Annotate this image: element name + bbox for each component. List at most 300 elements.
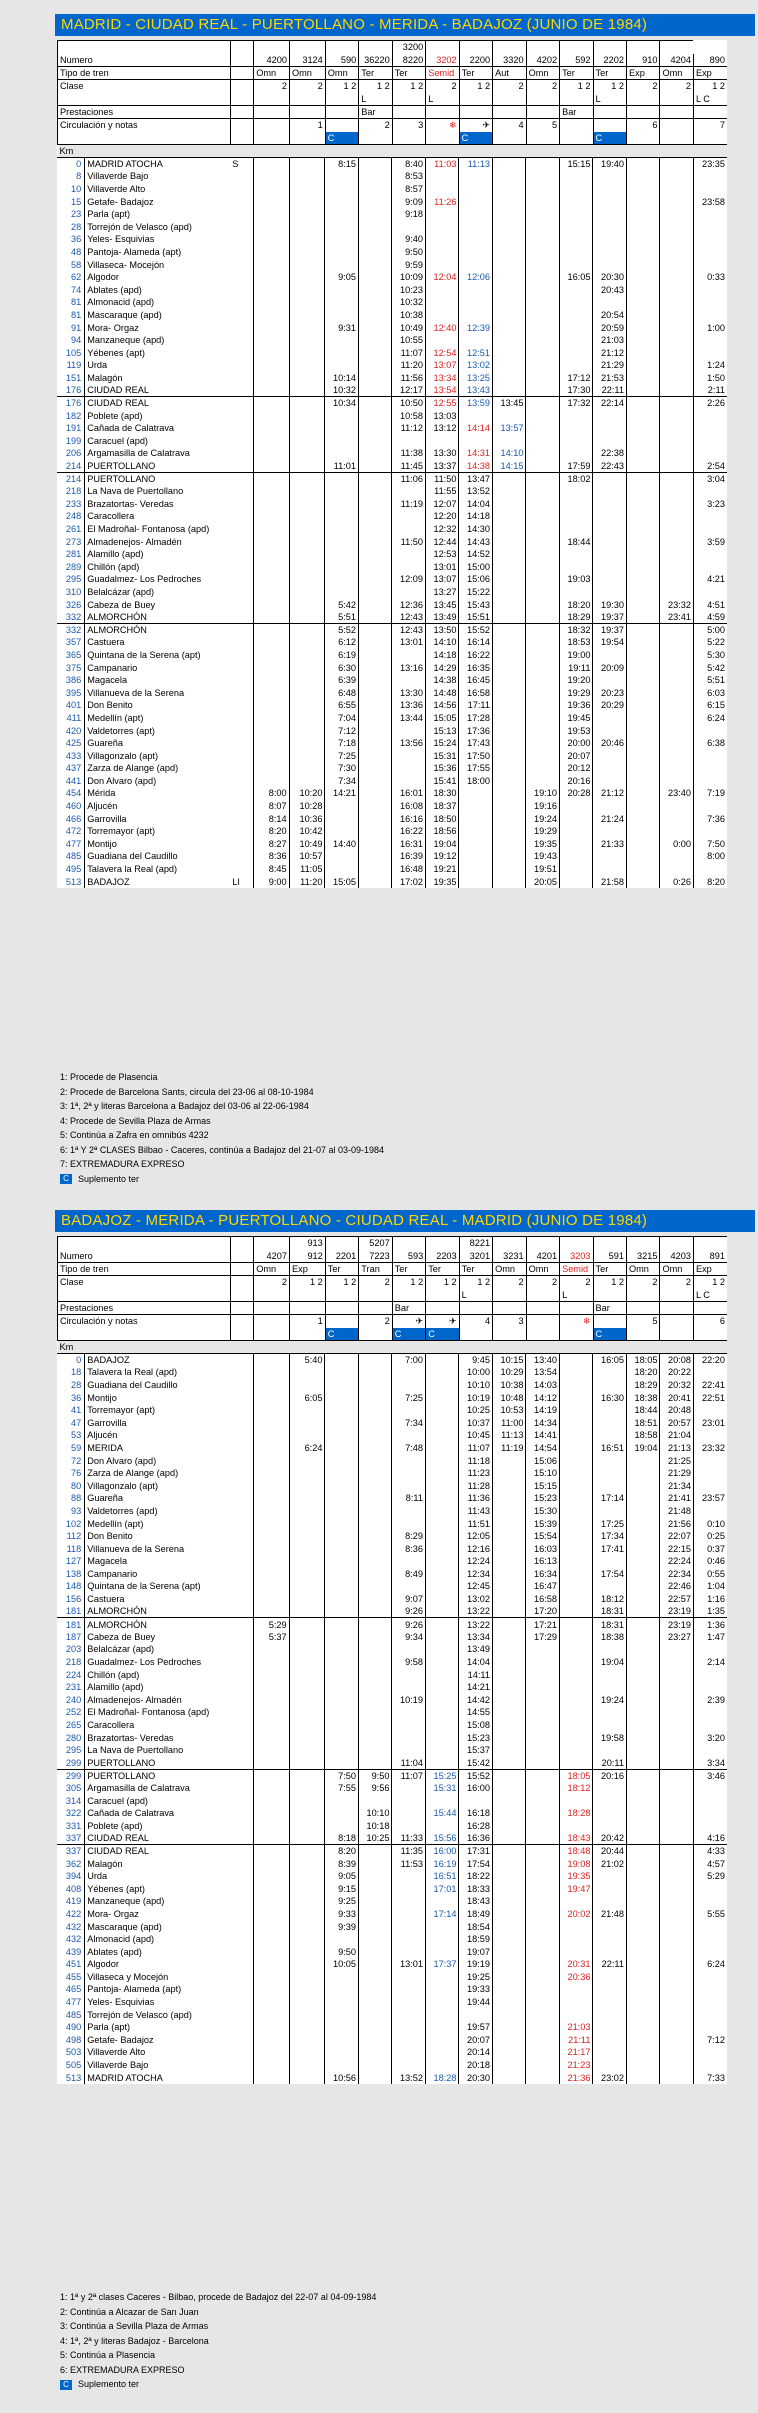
departure-time: 10:09: [392, 271, 426, 284]
departure-time: [325, 1668, 359, 1681]
train-class-extra: [593, 1289, 626, 1302]
legend-label: Suplemento ter: [78, 2379, 140, 2389]
departure-time: 10:48: [492, 1391, 526, 1404]
departure-time: [425, 1416, 459, 1429]
departure-time: [593, 485, 627, 498]
station-note: [230, 1782, 253, 1795]
departure-time: [325, 561, 359, 574]
departure-time: [492, 2059, 526, 2072]
departure-time: [626, 1467, 660, 1480]
table-row: [57, 535, 727, 548]
train-service: [459, 106, 492, 119]
departure-time: [593, 1379, 627, 1392]
station-name: Magacela: [85, 1555, 231, 1568]
departure-time: 11:07: [392, 346, 426, 359]
station-name: Torrejón de Velasco (apd): [85, 220, 231, 233]
station-note: [230, 1391, 253, 1404]
departure-time: [626, 1492, 660, 1505]
departure-time: 11:07: [459, 1442, 493, 1455]
station-name: ALMORCHÓN: [85, 1618, 231, 1631]
departure-time: [392, 2034, 426, 2047]
departure-time: 10:38: [392, 309, 426, 322]
departure-time: [325, 422, 359, 435]
train-type: Ter: [325, 1263, 358, 1276]
departure-time: [693, 1706, 727, 1719]
station-note: [230, 1505, 253, 1518]
station-name: Talavera la Real (apd): [85, 863, 231, 876]
departure-time: [492, 2034, 526, 2047]
departure-time: [526, 435, 560, 448]
departure-time: [253, 1945, 289, 1958]
departure-time: 15:56: [425, 1832, 459, 1845]
circulacion-label: Circulación y notas: [58, 1315, 231, 1328]
departure-time: [693, 170, 727, 183]
departure-time: 8:18: [325, 1832, 359, 1845]
station-note: [230, 1668, 253, 1681]
station-note: [230, 1429, 253, 1442]
departure-time: 4:16: [693, 1832, 727, 1845]
departure-time: 12:09: [392, 573, 426, 586]
departure-time: [559, 1416, 593, 1429]
departure-time: [425, 1971, 459, 1984]
departure-time: [358, 1580, 392, 1593]
departure-time: [425, 435, 459, 448]
station-note: [230, 1694, 253, 1707]
departure-time: [559, 838, 593, 851]
km-value: 362: [65, 1858, 82, 1869]
departure-time: [626, 712, 660, 725]
station-name: Valdetorres (apt): [85, 724, 231, 737]
empty-cell: [627, 1328, 660, 1341]
departure-time: [253, 170, 289, 183]
departure-time: 19:21: [425, 863, 459, 876]
departure-time: [289, 510, 325, 523]
departure-time: [492, 1568, 526, 1581]
departure-time: [289, 712, 325, 725]
departure-time: [392, 1744, 426, 1757]
train-class-extra: [325, 93, 358, 106]
departure-time: [253, 384, 289, 397]
table-row: [57, 1681, 727, 1694]
train-class-extra: [254, 1289, 290, 1302]
departure-time: [325, 1366, 359, 1379]
station-name: Guareña: [85, 737, 231, 750]
departure-time: [626, 158, 660, 171]
train-type: Exp: [290, 1263, 326, 1276]
station-note: [230, 712, 253, 725]
departure-time: [626, 2071, 660, 2084]
departure-time: [593, 1983, 627, 1996]
station-name: Yeles- Esquivias: [85, 1996, 231, 2009]
km-value: 91: [70, 322, 82, 333]
departure-time: [425, 283, 459, 296]
table-row: [57, 309, 727, 322]
supplement-marker: C: [392, 1328, 425, 1341]
station-note: [230, 749, 253, 762]
departure-time: [325, 1643, 359, 1656]
station-name: Mascaraque (apd): [85, 1920, 231, 1933]
departure-time: [492, 1555, 526, 1568]
train-class: 1 2: [459, 80, 492, 93]
departure-time: [392, 485, 426, 498]
departure-time: 9:07: [392, 1593, 426, 1606]
departure-time: [660, 1694, 694, 1707]
train-type: Omn: [526, 1263, 559, 1276]
departure-time: 13:30: [392, 686, 426, 699]
departure-time: 11:26: [425, 195, 459, 208]
circulation-note: 5: [526, 119, 559, 132]
train-service: [526, 1302, 559, 1315]
departure-time: [289, 1593, 325, 1606]
departure-time: [253, 485, 289, 498]
departure-time: [526, 346, 560, 359]
departure-time: [626, 1618, 660, 1631]
station-note: [230, 812, 253, 825]
km-value: 466: [65, 813, 82, 824]
departure-time: [253, 422, 289, 435]
departure-time: [559, 1467, 593, 1480]
departure-time: [492, 384, 526, 397]
table-row: [57, 1983, 727, 1996]
departure-time: [492, 850, 526, 863]
station-name: Manzaneque (apd): [85, 1895, 231, 1908]
train-number-top: [392, 1237, 425, 1250]
departure-time: [253, 1933, 289, 1946]
departure-time: [325, 1706, 359, 1719]
departure-time: 7:12: [693, 2034, 727, 2047]
train-class: 1 2: [359, 80, 392, 93]
station-note: LI: [232, 876, 240, 887]
departure-time: [358, 1845, 392, 1858]
circulation-note: 4: [459, 1315, 492, 1328]
table-row: [57, 611, 727, 624]
km-value: 10: [70, 183, 82, 194]
departure-time: [593, 749, 627, 762]
departure-time: [693, 510, 727, 523]
departure-time: [358, 372, 392, 385]
departure-time: [626, 699, 660, 712]
departure-time: 9:50: [392, 246, 426, 259]
departure-time: [289, 1479, 325, 1492]
departure-time: 20:18: [459, 2059, 493, 2072]
departure-time: [358, 2071, 392, 2084]
departure-time: [459, 233, 493, 246]
departure-time: [693, 1668, 727, 1681]
departure-time: 8:29: [392, 1530, 426, 1543]
km-value: 332: [57, 623, 85, 636]
departure-time: [392, 586, 426, 599]
departure-time: [358, 309, 392, 322]
departure-time: [325, 1391, 359, 1404]
train-service: Bar: [392, 1302, 425, 1315]
departure-time: 22:15: [660, 1542, 694, 1555]
departure-time: [253, 636, 289, 649]
departure-time: [358, 1694, 392, 1707]
departure-time: 5:00: [693, 623, 727, 636]
departure-time: [289, 1719, 325, 1732]
departure-time: [492, 409, 526, 422]
departure-time: 12:05: [459, 1530, 493, 1543]
departure-time: 13:49: [425, 611, 459, 624]
table-row: [57, 1467, 727, 1480]
departure-time: [253, 2008, 289, 2021]
circulation-note: 1: [290, 1315, 326, 1328]
departure-time: 15:43: [459, 598, 493, 611]
train-service: [660, 106, 693, 119]
departure-time: [559, 1794, 593, 1807]
supplement-marker: C: [325, 132, 358, 145]
station-name: Malagón: [85, 1857, 231, 1870]
train-service: [627, 106, 660, 119]
departure-time: [325, 2046, 359, 2059]
timetable-header: [57, 1236, 727, 1354]
km-value: 41: [70, 1405, 82, 1416]
train-number-top: [627, 41, 660, 54]
departure-time: [693, 1681, 727, 1694]
station-name: Guareña: [85, 1492, 231, 1505]
departure-time: 15:05: [425, 712, 459, 725]
departure-time: [660, 183, 694, 196]
departure-time: [325, 1442, 359, 1455]
train-number: 3124: [290, 54, 326, 67]
departure-time: [660, 296, 694, 309]
empty-cell: [526, 1328, 559, 1341]
departure-time: 18:30: [425, 787, 459, 800]
departure-time: [358, 2046, 392, 2059]
departure-time: 2:26: [693, 397, 727, 410]
departure-time: 20:46: [593, 737, 627, 750]
departure-time: 11:18: [459, 1454, 493, 1467]
departure-time: [660, 2034, 694, 2047]
departure-time: 4:57: [693, 1857, 727, 1870]
km-value: 248: [65, 511, 82, 522]
departure-time: [593, 573, 627, 586]
departure-time: [693, 1996, 727, 2009]
station-name: Brazatortas- Veredas: [85, 1731, 231, 1744]
departure-time: [325, 2059, 359, 2072]
departure-time: 11:28: [459, 1479, 493, 1492]
departure-time: [559, 246, 593, 259]
table-row: [57, 510, 727, 523]
departure-time: [289, 598, 325, 611]
departure-time: [660, 1857, 694, 1870]
departure-time: [526, 1744, 560, 1757]
departure-time: 3:46: [693, 1769, 727, 1782]
station-note: [230, 1643, 253, 1656]
departure-time: 19:10: [526, 787, 560, 800]
departure-time: [425, 1996, 459, 2009]
departure-time: [526, 283, 560, 296]
train-class: 2: [426, 80, 459, 93]
departure-time: [325, 472, 359, 485]
km-value: 299: [57, 1769, 85, 1782]
departure-time: [253, 321, 289, 334]
table-row: [57, 1933, 727, 1946]
departure-time: 19:37: [593, 611, 627, 624]
departure-time: 16:18: [459, 1807, 493, 1820]
departure-time: [325, 1971, 359, 1984]
station-note: [230, 863, 253, 876]
departure-time: 17:54: [459, 1857, 493, 1870]
departure-time: [660, 535, 694, 548]
departure-time: [626, 1580, 660, 1593]
departure-time: [358, 1656, 392, 1669]
departure-time: [358, 1454, 392, 1467]
departure-time: [526, 649, 560, 662]
departure-time: [492, 737, 526, 750]
departure-time: [289, 1757, 325, 1770]
departure-time: [358, 170, 392, 183]
departure-time: [358, 800, 392, 813]
table-row: [57, 1908, 727, 1921]
departure-time: [660, 498, 694, 511]
departure-time: 5:30: [693, 649, 727, 662]
train-number-top: [560, 1237, 593, 1250]
departure-time: [660, 283, 694, 296]
departure-time: [289, 535, 325, 548]
departure-time: [626, 1996, 660, 2009]
departure-time: [358, 762, 392, 775]
departure-time: 21:12: [593, 787, 627, 800]
departure-time: [526, 2046, 560, 2059]
km-value: 0: [57, 158, 85, 171]
station-name: Talavera la Real (apd): [85, 1366, 231, 1379]
departure-time: [693, 1479, 727, 1492]
departure-time: [626, 674, 660, 687]
departure-time: 10:10: [358, 1807, 392, 1820]
departure-time: [660, 1643, 694, 1656]
departure-time: [660, 674, 694, 687]
departure-time: [358, 623, 392, 636]
km-value: 408: [65, 1883, 82, 1894]
departure-time: [392, 548, 426, 561]
departure-time: [660, 523, 694, 536]
timetable-header: [57, 40, 727, 158]
departure-time: [358, 863, 392, 876]
departure-time: [325, 510, 359, 523]
departure-time: [559, 195, 593, 208]
departure-time: 10:36: [289, 812, 325, 825]
train-class: 2: [359, 1276, 392, 1289]
departure-time: [289, 573, 325, 586]
station-note: [230, 170, 253, 183]
train-service: Bar: [593, 1302, 626, 1315]
train-service: [290, 1302, 326, 1315]
train-class: 1 2: [459, 1276, 492, 1289]
departure-time: [425, 1429, 459, 1442]
departure-time: [358, 548, 392, 561]
departure-time: [325, 1542, 359, 1555]
km-value: 472: [65, 826, 82, 837]
departure-time: 20:44: [593, 1845, 627, 1858]
departure-time: [693, 724, 727, 737]
departure-time: [425, 1517, 459, 1530]
station-name: Zarza de Alange (apd): [85, 1467, 231, 1480]
departure-time: [289, 359, 325, 372]
departure-time: [358, 561, 392, 574]
departure-time: [559, 1656, 593, 1669]
departure-time: [492, 485, 526, 498]
departure-time: [325, 258, 359, 271]
departure-time: [392, 1404, 426, 1417]
departure-time: [253, 1807, 289, 1820]
station-name: Don Benito: [85, 1530, 231, 1543]
departure-time: [660, 359, 694, 372]
departure-time: [526, 1668, 560, 1681]
km-label: Km: [58, 145, 86, 158]
departure-time: [425, 1467, 459, 1480]
departure-time: [526, 1794, 560, 1807]
departure-time: [358, 1996, 392, 2009]
departure-time: 21:56: [660, 1517, 694, 1530]
train-class-extra: [526, 1289, 559, 1302]
departure-time: [289, 1530, 325, 1543]
departure-time: [593, 1555, 627, 1568]
departure-time: 18:31: [593, 1618, 627, 1631]
km-value: 214: [65, 460, 82, 471]
departure-time: [325, 435, 359, 448]
departure-time: [425, 1479, 459, 1492]
departure-time: [289, 649, 325, 662]
departure-time: [626, 397, 660, 410]
train-class: 1 2: [560, 80, 593, 93]
departure-time: [626, 787, 660, 800]
departure-time: [325, 1996, 359, 2009]
station-note: [230, 220, 253, 233]
station-note: [230, 510, 253, 523]
departure-time: 13:52: [392, 2071, 426, 2084]
departure-time: 8:49: [392, 1568, 426, 1581]
departure-time: [626, 1593, 660, 1606]
departure-time: [253, 2021, 289, 2034]
departure-time: [358, 1517, 392, 1530]
departure-time: [358, 1429, 392, 1442]
train-number: 2200: [459, 54, 492, 67]
departure-time: 8:27: [253, 838, 289, 851]
km-value: 439: [65, 1946, 82, 1957]
departure-time: [492, 271, 526, 284]
departure-time: 14:43: [459, 535, 493, 548]
departure-time: [626, 208, 660, 221]
departure-time: [559, 863, 593, 876]
departure-time: [358, 271, 392, 284]
departure-time: [593, 548, 627, 561]
departure-time: [325, 1794, 359, 1807]
departure-time: [325, 346, 359, 359]
departure-time: 17:41: [593, 1542, 627, 1555]
departure-time: [325, 2034, 359, 2047]
departure-time: 13:03: [425, 409, 459, 422]
departure-time: 19:12: [425, 850, 459, 863]
km-value: 437: [65, 763, 82, 774]
departure-time: 5:22: [693, 636, 727, 649]
departure-time: 8:36: [392, 1542, 426, 1555]
departure-time: [492, 649, 526, 662]
departure-time: [626, 1505, 660, 1518]
timetable-body: [57, 1353, 727, 2084]
train-class: 2: [660, 80, 693, 93]
departure-time: [492, 258, 526, 271]
departure-time: [425, 1794, 459, 1807]
train-number-top: [325, 1237, 358, 1250]
departure-time: [289, 611, 325, 624]
departure-time: 20:08: [660, 1354, 694, 1367]
departure-time: 14:40: [325, 838, 359, 851]
departure-time: 0:33: [693, 271, 727, 284]
departure-time: 23:41: [660, 611, 694, 624]
departure-time: [526, 409, 560, 422]
footnote: 5: Continúa a Zafra en omnibús 4232: [60, 1130, 209, 1140]
